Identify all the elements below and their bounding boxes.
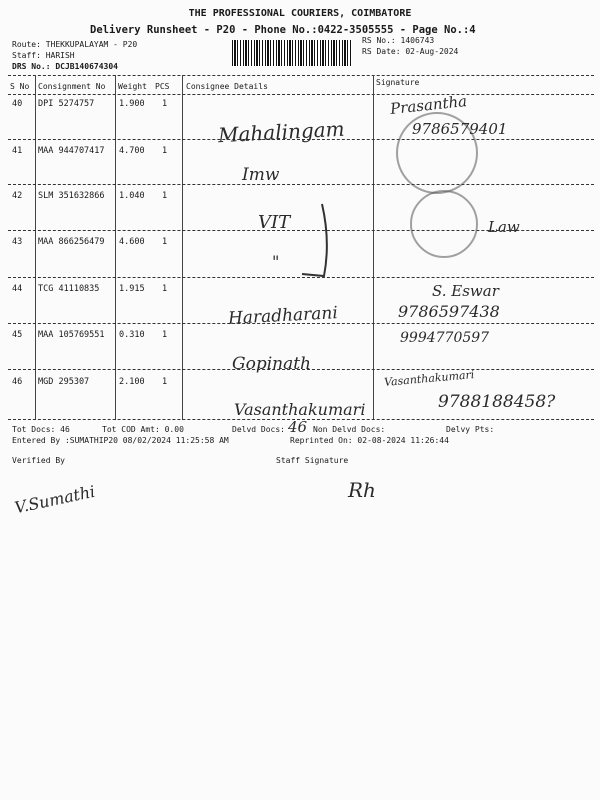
rs-number: RS No.: 1406743 bbox=[362, 36, 435, 45]
handwritten-ditto: " bbox=[272, 252, 280, 271]
row-consignment: MAA 866256479 bbox=[38, 237, 105, 247]
route-label: Route: THEKKUPALAYAM - P20 bbox=[12, 40, 138, 49]
verifier-signature: V.Sumathi bbox=[12, 481, 97, 518]
row-pcs: 1 bbox=[162, 237, 168, 247]
col-header-weight: Weight bbox=[118, 82, 147, 91]
row-weight: 1.900 bbox=[119, 99, 145, 109]
row-consignment: DPI 5274757 bbox=[38, 99, 95, 109]
row-sno: 43 bbox=[12, 237, 23, 247]
signature: Law bbox=[488, 218, 520, 236]
row-pcs: 1 bbox=[162, 284, 168, 294]
row-pcs: 1 bbox=[162, 191, 168, 201]
handwritten-name: Mahalingam bbox=[217, 116, 346, 148]
row-pcs: 1 bbox=[162, 99, 168, 109]
signature-phone: 9786597438 bbox=[398, 302, 500, 321]
row-consignment: MGD 295307 bbox=[38, 377, 90, 387]
delivered-docs-label: Delvd Docs: bbox=[232, 425, 285, 434]
row-sno: 41 bbox=[12, 146, 23, 156]
barcode bbox=[232, 40, 352, 66]
total-cod: Tot COD Amt: 0.00 bbox=[102, 425, 184, 434]
row-weight: 4.600 bbox=[119, 237, 145, 247]
handwritten-name: Haradharani bbox=[227, 303, 339, 329]
header-top-rule bbox=[8, 75, 594, 76]
signature-phone: 9788188458? bbox=[438, 392, 556, 412]
entered-by: Entered By :SUMATHIP20 08/02/2024 11:25:58 AM bbox=[12, 436, 229, 445]
row-weight: 2.100 bbox=[119, 377, 145, 387]
row-consignment: SLM 351632866 bbox=[38, 191, 105, 201]
row-sno: 44 bbox=[12, 284, 23, 294]
verified-by-label: Verified By bbox=[12, 456, 65, 465]
staff-signature-label: Staff Signature bbox=[276, 456, 349, 465]
row-weight: 0.310 bbox=[119, 330, 145, 340]
runsheet-title: Delivery Runsheet - P20 - Phone No.:0422-3505555 - Page No.:4 bbox=[90, 24, 476, 36]
handwritten-name: Vasanthakumari bbox=[234, 400, 366, 419]
staff-label: Staff: HARISH bbox=[12, 51, 75, 60]
office-stamp bbox=[410, 190, 478, 258]
handwritten-bracket bbox=[298, 200, 338, 280]
row-weight: 1.040 bbox=[119, 191, 145, 201]
row-consignment: MAA 105769551 bbox=[38, 330, 105, 340]
staff-handwritten-signature: Rh bbox=[348, 478, 376, 502]
col-header-signature: Signature bbox=[376, 78, 420, 87]
col-header-consignment: Consignment No bbox=[38, 82, 106, 91]
row-consignment: MAA 944707417 bbox=[38, 146, 105, 156]
col-header-consignee: Consignee Details bbox=[186, 82, 268, 91]
signature-phone: 9786579401 bbox=[412, 120, 508, 138]
company-title: THE PROFESSIONAL COURIERS, COIMBATORE bbox=[188, 8, 412, 19]
row-rule bbox=[8, 184, 594, 185]
row-weight: 4.700 bbox=[119, 146, 145, 156]
handwritten-name: Imw bbox=[242, 165, 280, 185]
signature: Prasantha bbox=[389, 92, 468, 118]
rs-date: RS Date: 02-Aug-2024 bbox=[362, 47, 459, 56]
total-docs: Tot Docs: 46 bbox=[12, 425, 70, 434]
col-header-sno: S No bbox=[10, 82, 30, 91]
row-pcs: 1 bbox=[162, 330, 168, 340]
header-bottom-rule bbox=[8, 94, 594, 95]
row-consignment: TCG 41110835 bbox=[38, 284, 100, 294]
signature-phone: 9994770597 bbox=[400, 330, 490, 346]
delivered-docs-handwritten: 46 bbox=[288, 418, 308, 436]
signature: S. Eswar bbox=[432, 282, 499, 300]
signature: Vasanthakumari bbox=[383, 368, 475, 389]
row-sno: 46 bbox=[12, 377, 23, 387]
row-weight: 1.915 bbox=[119, 284, 145, 294]
handwritten-name: VIT bbox=[258, 212, 291, 233]
row-pcs: 1 bbox=[162, 146, 168, 156]
col-header-pcs: PCS bbox=[155, 82, 170, 91]
row-sno: 40 bbox=[12, 99, 23, 109]
drs-number: DRS No.: DCJB140674304 bbox=[12, 62, 118, 71]
non-delivered-docs: Non Delvd Docs: bbox=[313, 425, 386, 434]
handwritten-name: Gopinath bbox=[232, 354, 311, 374]
row-sno: 45 bbox=[12, 330, 23, 340]
delivery-points: Delvy Pts: bbox=[446, 425, 495, 434]
reprinted-on: Reprinted On: 02-08-2024 11:26:44 bbox=[290, 436, 449, 445]
row-sno: 42 bbox=[12, 191, 23, 201]
row-pcs: 1 bbox=[162, 377, 168, 387]
